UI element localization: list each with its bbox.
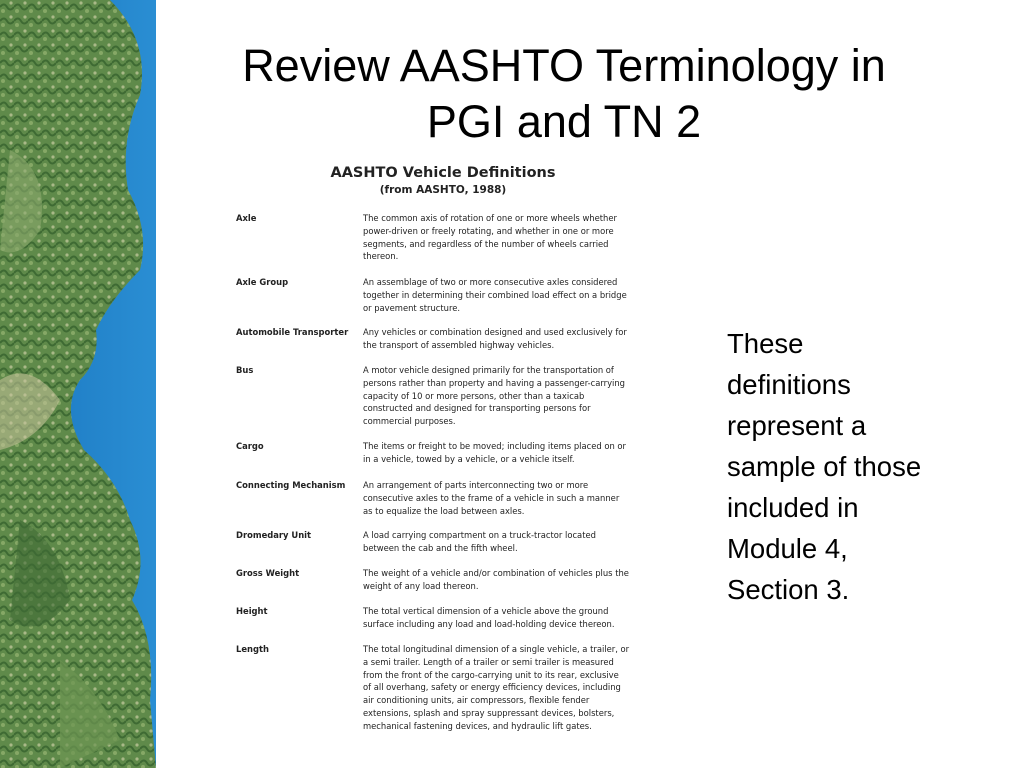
definition-text-line: commercial purposes.: [363, 416, 456, 427]
side-note: [727, 323, 997, 610]
side-note-line: Module 4,: [727, 533, 848, 564]
definition-text-line: The common axis of rotation of one or more wheels whether: [363, 213, 617, 223]
slide-title-line-2: PGI and TN 2: [426, 96, 702, 147]
definition-text-line: of all overhang, safety or energy efficiency devices, including: [363, 682, 621, 693]
definition-text: [363, 212, 655, 263]
definition-text-line: in a vehicle, towed by a vehicle, or a vehicle itself.: [363, 453, 575, 464]
definition-text-line: mechanical fastening devices, and hydraulic lift gates.: [363, 720, 592, 731]
definition-term: Connecting Mechanism: [236, 480, 346, 490]
definition-text: [363, 326, 655, 352]
slide-title-line-1: Review AASHTO Terminology in: [242, 40, 886, 91]
definitions-figure: [228, 158, 658, 738]
definition-text-line: or pavement structure.: [363, 302, 461, 313]
definition-term: Height: [236, 606, 268, 616]
definition-text-line: The total longitudinal dimension of a single vehicle, a trailer, or: [363, 644, 630, 654]
side-note-line: included in: [727, 492, 859, 523]
definition-text-line: An assemblage of two or more consecutive axles considered: [363, 277, 618, 287]
definition-text-line: An arrangement of parts interconnecting two or more: [363, 480, 589, 490]
definition-term: Cargo: [236, 441, 264, 451]
coastline-map-graphic: [0, 0, 156, 768]
definition-text: [363, 440, 655, 466]
definition-term: Axle Group: [236, 277, 289, 287]
definition-text-line: air conditioning units, air compressors, flexible fender: [363, 695, 590, 706]
definition-text: [363, 276, 655, 314]
definition-text-line: consecutive axles to the frame of a vehicle in such a manner: [363, 492, 620, 503]
definition-text-line: The total vertical dimension of a vehicle above the ground: [363, 606, 609, 616]
definition-text-line: The weight of a vehicle and/or combination of vehicles plus the: [363, 568, 629, 578]
side-note-line: represent a: [727, 410, 867, 441]
definition-term: Automobile Transporter: [236, 327, 349, 337]
definition-term: Bus: [236, 365, 254, 375]
definition-text: [363, 479, 655, 517]
definition-text-line: surface including any load and load-holding device thereon.: [363, 618, 615, 629]
definition-text-line: The items or freight to be moved; including items placed on or: [363, 441, 626, 451]
definition-text: [363, 643, 655, 733]
definition-text-line: a semi trailer. Length of a trailer or semi trailer is measured: [363, 656, 614, 667]
definition-text: [363, 529, 655, 555]
side-note-line: Section 3.: [727, 574, 850, 605]
side-note-line: These: [727, 328, 804, 359]
definition-text: [363, 567, 655, 593]
definition-text-line: between the cab and the fifth wheel.: [363, 542, 518, 553]
map-sidebar-image: [0, 0, 156, 768]
definition-text-line: weight of any load thereon.: [363, 580, 479, 591]
definition-text-line: thereon.: [363, 251, 399, 262]
definition-text-line: power-driven or freely rotating, and whether in one or more: [363, 225, 614, 236]
slide-title: [160, 38, 968, 150]
definition-text-line: persons rather than property and having a passenger-carrying: [363, 377, 626, 388]
definition-text-line: segments, and regardless of the number of wheels carried: [363, 238, 609, 249]
definition-text-line: A load carrying compartment on a truck-tractor located: [363, 530, 596, 540]
definition-text-line: capacity of 10 or more persons, other than a taxicab: [363, 390, 585, 401]
definition-text-line: the transport of assembled highway vehicles.: [363, 339, 555, 350]
definition-text-line: constructed and designed for transporting persons for: [363, 403, 591, 414]
definition-text: [363, 605, 655, 631]
definition-text-line: from the front of the cargo-carrying unit to its rear, exclusive: [363, 669, 619, 680]
definition-text-line: Any vehicles or combination designed and used exclusively for: [363, 327, 627, 337]
definition-text: [363, 364, 655, 428]
definition-term: Dromedary Unit: [236, 530, 312, 540]
figure-title: AASHTO Vehicle Definitions: [330, 165, 556, 181]
definition-text-line: extensions, splash and spray suppressant devices, bolsters,: [363, 707, 615, 718]
definition-text-line: as to equalize the load between axles.: [363, 505, 525, 516]
definition-term: Gross Weight: [236, 568, 300, 578]
figure-subtitle: (from AASHTO, 1988): [379, 184, 507, 196]
definition-term: Length: [236, 644, 269, 654]
side-note-line: sample of those: [727, 451, 922, 482]
definition-text-line: together in determining their combined load effect on a bridge: [363, 289, 627, 300]
definition-term: Axle: [236, 213, 257, 223]
definition-text-line: A motor vehicle designed primarily for the transportation of: [363, 365, 614, 375]
side-note-line: definitions: [727, 369, 851, 400]
